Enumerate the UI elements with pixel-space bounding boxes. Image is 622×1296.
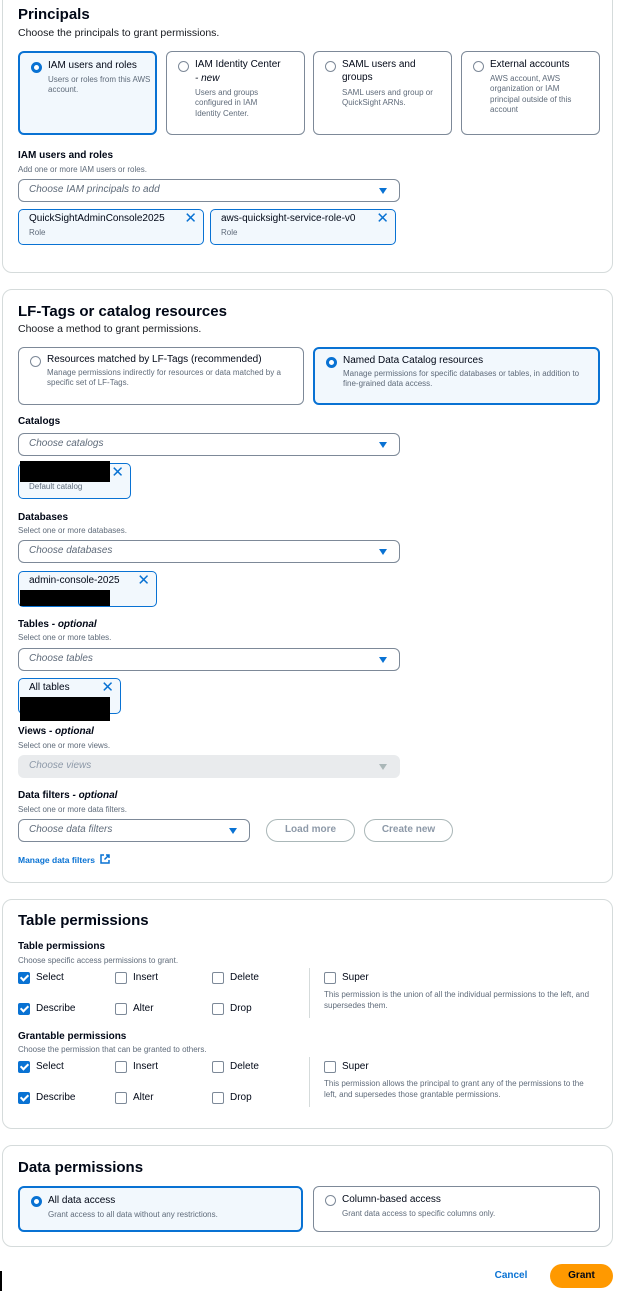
option-desc: Manage permissions for specific databases or tables, in addition to fine-grained data access.: [343, 369, 580, 389]
grant-checkbox-super[interactable]: [324, 1061, 336, 1073]
checkbox-drop[interactable]: [212, 1003, 224, 1015]
catalogs-select[interactable]: [18, 433, 400, 456]
grantable-label: Grantable permissions: [18, 1031, 127, 1042]
lf-resources-panel: [2, 289, 613, 883]
option-title: Resources matched by LF-Tags (recommended): [47, 354, 262, 365]
data-option-all[interactable]: [18, 1186, 303, 1232]
databases-label: Databases: [18, 512, 69, 523]
principal-token: [210, 209, 396, 245]
select-placeholder: Choose databases: [29, 545, 113, 556]
checkbox-label: Insert: [133, 972, 159, 983]
create-new-button[interactable]: Create new: [364, 819, 453, 842]
token-name: All tables: [29, 682, 70, 693]
checkbox-label: Delete: [230, 1061, 259, 1072]
divider: [309, 968, 310, 1018]
checkbox-label: Select: [36, 1061, 64, 1072]
option-title: Named Data Catalog resources: [343, 355, 484, 366]
grant-checkbox-alter[interactable]: [115, 1092, 127, 1104]
iam-principals-select[interactable]: [18, 179, 400, 202]
principal-option-iam[interactable]: [18, 51, 157, 135]
option-desc: Users and groups configured in IAM Identity Center.: [195, 88, 259, 118]
grant-checkbox-delete[interactable]: [212, 1061, 224, 1073]
principals-subtitle: Choose the principals to grant permissions.: [18, 27, 220, 39]
caret-down-icon: [379, 549, 387, 555]
views-label: Views - optional: [18, 726, 94, 737]
table-perms-hint: Choose specific access permissions to grant.: [18, 956, 179, 965]
option-desc: Grant access to all data without any restrictions.: [48, 1210, 218, 1219]
table-perms-title: Table permissions: [18, 912, 149, 929]
remove-icon[interactable]: ✕: [184, 210, 197, 227]
checkbox-insert[interactable]: [115, 972, 127, 984]
option-desc: SAML users and group or QuickSight ARNs.: [342, 88, 433, 108]
grant-checkbox-insert[interactable]: [115, 1061, 127, 1073]
redacted-block: [20, 590, 110, 606]
option-title: SAML users and groups: [342, 59, 416, 83]
checkbox-alter[interactable]: [115, 1003, 127, 1015]
views-select: [18, 755, 400, 778]
checkbox-label: Alter: [133, 1003, 154, 1014]
principals-title: Principals: [18, 6, 90, 23]
select-placeholder: Choose data filters: [29, 824, 113, 835]
radio-icon: [30, 356, 41, 367]
token-name: QuickSightAdminConsole2025: [29, 213, 165, 224]
option-title-suffix: - new: [195, 73, 220, 84]
grant-checkbox-describe[interactable]: [18, 1092, 30, 1104]
external-link-icon: [100, 854, 110, 864]
radio-selected-icon: [31, 1196, 42, 1207]
principal-option-external[interactable]: [461, 51, 600, 135]
option-title: External accounts: [490, 59, 570, 70]
checkbox-select[interactable]: [18, 972, 30, 984]
data-filters-select[interactable]: [18, 819, 250, 842]
checkbox-label: Insert: [133, 1061, 159, 1072]
caret-down-icon: [379, 442, 387, 448]
remove-icon[interactable]: ✕: [101, 679, 114, 696]
checkbox-label: Describe: [36, 1092, 76, 1103]
filters-hint: Select one or more data filters.: [18, 805, 127, 814]
table-permissions-panel: [2, 899, 613, 1129]
grant-checkbox-drop[interactable]: [212, 1092, 224, 1104]
grantable-hint: Choose the permission that can be granted to others.: [18, 1045, 207, 1054]
checkbox-label: Delete: [230, 972, 259, 983]
checkbox-label: Describe: [36, 1003, 76, 1014]
divider: [309, 1057, 310, 1107]
tables-select[interactable]: [18, 648, 400, 671]
principal-option-saml[interactable]: [313, 51, 452, 135]
caret-down-icon: [229, 828, 237, 834]
option-desc: Users or roles from this AWS account.: [48, 75, 151, 95]
radio-selected-icon: [31, 62, 42, 73]
radio-icon: [473, 61, 484, 72]
lf-title: LF-Tags or catalog resources: [18, 303, 227, 320]
radio-icon: [178, 61, 189, 72]
text-cursor: [0, 1271, 2, 1291]
checkbox-delete[interactable]: [212, 972, 224, 984]
remove-icon[interactable]: ✕: [137, 572, 150, 589]
checkbox-label: Drop: [230, 1092, 252, 1103]
data-option-column[interactable]: [313, 1186, 600, 1232]
caret-down-icon: [379, 188, 387, 194]
grant-checkbox-select[interactable]: [18, 1061, 30, 1073]
databases-select[interactable]: [18, 540, 400, 563]
redacted-block: [20, 697, 110, 721]
option-desc: Grant data access to specific columns only.: [342, 1209, 496, 1218]
checkbox-label: Select: [36, 972, 64, 983]
token-sub: Default catalog: [29, 482, 83, 491]
tables-label: Tables - optional: [18, 619, 97, 630]
select-placeholder: Choose tables: [29, 653, 93, 664]
option-desc: AWS account, AWS organization or IAM principal outside of this account: [490, 74, 572, 115]
data-perms-title: Data permissions: [18, 1159, 144, 1176]
checkbox-super[interactable]: [324, 972, 336, 984]
option-title: Column-based access: [342, 1194, 441, 1205]
option-title: IAM Identity Center: [195, 59, 281, 70]
checkbox-label: Super: [342, 972, 369, 983]
load-more-button[interactable]: Load more: [266, 819, 355, 842]
token-name: admin-console-2025: [29, 575, 120, 586]
grant-button[interactable]: Grant: [550, 1264, 613, 1288]
token-sub: Role: [221, 228, 238, 237]
token-name: aws-quicksight-service-role-v0: [221, 213, 356, 224]
manage-data-filters-link[interactable]: Manage data filters: [18, 854, 110, 865]
lf-subtitle: Choose a method to grant permissions.: [18, 323, 202, 335]
select-placeholder: Choose catalogs: [29, 438, 104, 449]
select-placeholder: Choose IAM principals to add: [29, 184, 160, 195]
table-perms-label: Table permissions: [18, 941, 106, 952]
databases-hint: Select one or more databases.: [18, 526, 127, 535]
data-permissions-panel: [2, 1145, 613, 1247]
lf-option-named[interactable]: [313, 347, 600, 405]
checkbox-describe[interactable]: [18, 1003, 30, 1015]
radio-selected-icon: [326, 357, 337, 368]
lf-option-tags[interactable]: [18, 347, 304, 405]
super-desc: This permission is the union of all the individual permissions to the left, and supersedes them.: [324, 990, 590, 1011]
filters-label: Data filters - optional: [18, 790, 118, 801]
radio-icon: [325, 1195, 336, 1206]
principals-panel: [2, 0, 613, 273]
principal-token: [18, 209, 204, 245]
grant-super-desc: This permission allows the principal to grant any of the permissions to the left, and supersedes those grantable permissions.: [324, 1079, 584, 1100]
checkbox-label: Drop: [230, 1003, 252, 1014]
checkbox-label: Alter: [133, 1092, 154, 1103]
remove-icon[interactable]: ✕: [111, 464, 124, 481]
remove-icon[interactable]: ✕: [376, 210, 389, 227]
option-desc: Manage permissions indirectly for resources or data matched by a specific set of LF-Tags.: [47, 368, 281, 388]
cancel-button[interactable]: Cancel: [494, 1270, 528, 1281]
token-sub: Role: [29, 228, 46, 237]
caret-down-icon: [379, 764, 387, 770]
radio-icon: [325, 61, 336, 72]
checkbox-label: Super: [342, 1061, 369, 1072]
caret-down-icon: [379, 657, 387, 663]
tables-hint: Select one or more tables.: [18, 633, 112, 642]
option-title: IAM users and roles: [48, 60, 137, 71]
redacted-block: [20, 461, 110, 482]
select-placeholder: Choose views: [29, 760, 92, 771]
iam-users-hint: Add one or more IAM users or roles.: [18, 165, 147, 174]
iam-users-label: IAM users and roles: [18, 150, 114, 161]
catalogs-label: Catalogs: [18, 416, 61, 427]
principal-option-identity-center[interactable]: [166, 51, 305, 135]
option-title: All data access: [48, 1195, 116, 1206]
views-hint: Select one or more views.: [18, 741, 111, 750]
